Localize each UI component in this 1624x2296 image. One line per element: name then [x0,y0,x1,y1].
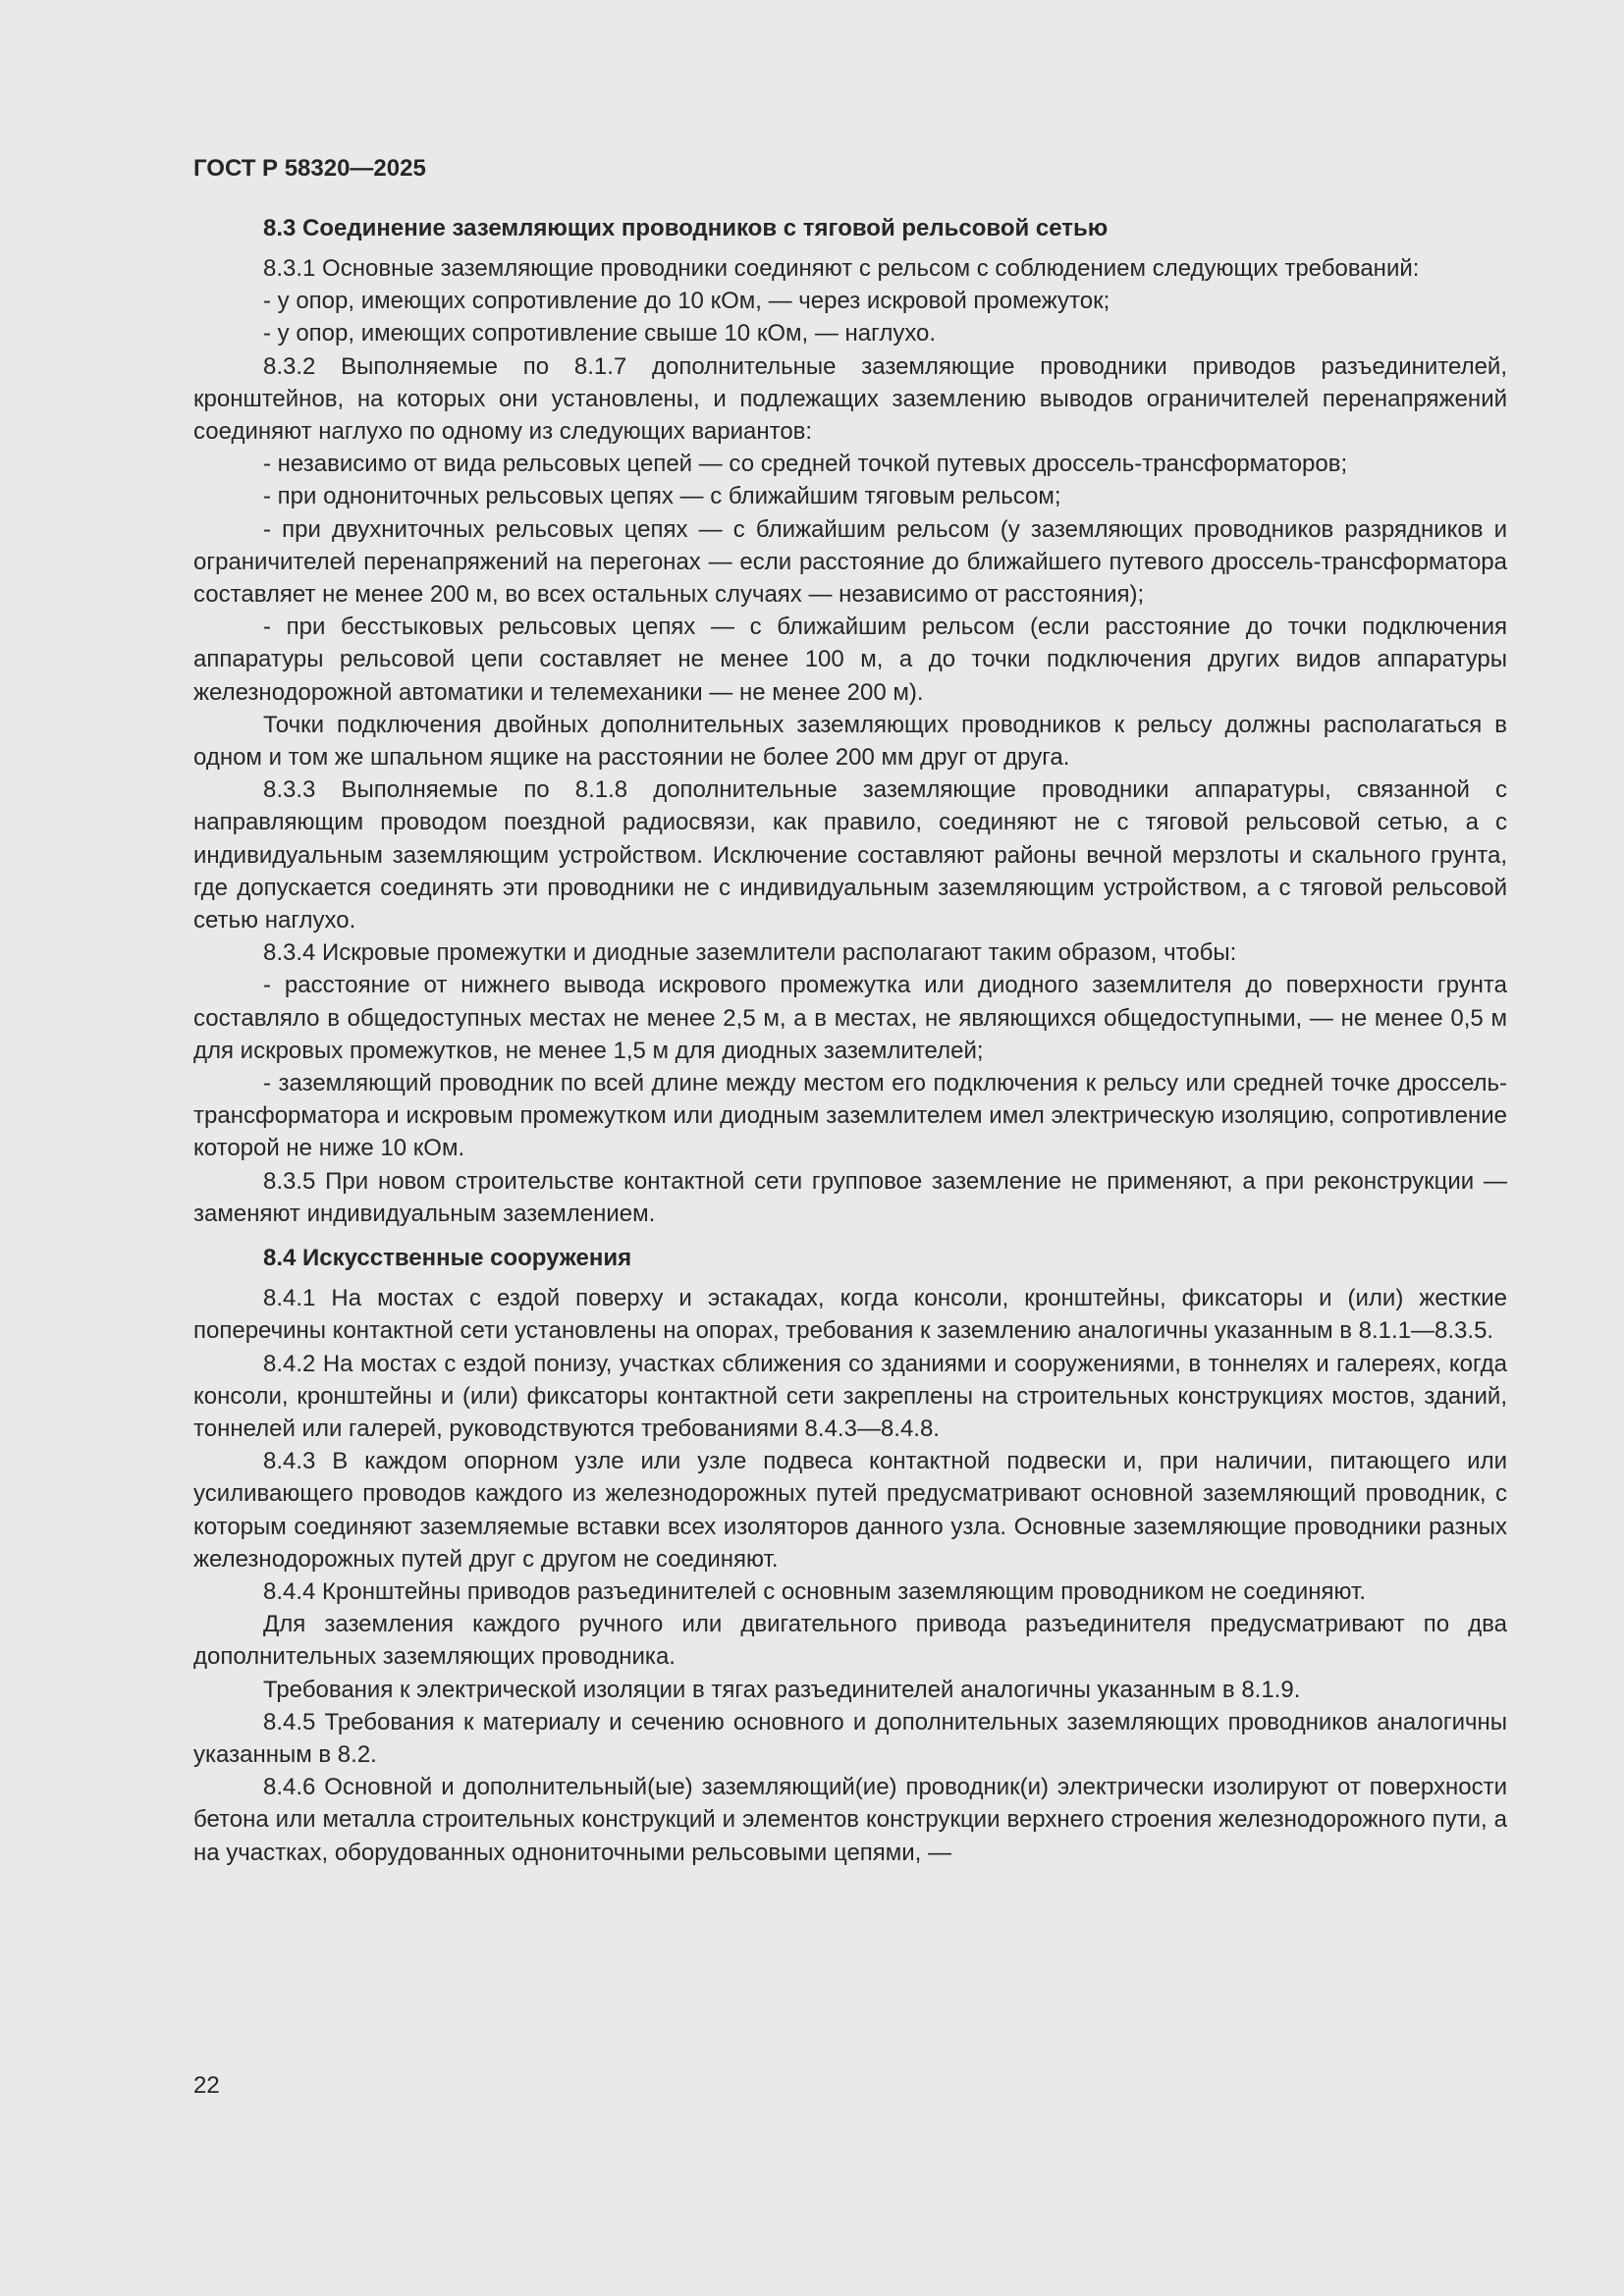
paragraph: 8.3.2 Выполняемые по 8.1.7 дополнительные заземляющие проводники приводов разъединителей, кронштейнов, на которых они установлены, и подлежащих заземлению выводов ограничителей перенапряжений соединяют наглухо по одному из следующих вариантов: [193,352,1507,446]
paragraph: - при бесстыковых рельсовых цепях — с ближайшим рельсом (если расстояние до точки подключения аппаратуры рельсовой цепи составляет не менее 100 м, а до точки подключения других видов аппаратуры железнодорожной автоматики и телемеханики — не менее 200 м). [193,614,1507,706]
paragraph: Для заземления каждого ручного или двигательного привода разъединителя предусматривают по два дополнительных заземляющих проводника. [193,1611,1507,1671]
paragraph: - заземляющий проводник по всей длине между местом его подключения к рельсу или средней точке дроссель-трансформатора и искровым промежутком или диодным заземлителем имел электрическую изоляцию, сопротивление которой не ниже 10 кОм. [193,1070,1507,1162]
paragraph: 8.3.1 Основные заземляющие проводники соединяют с рельсом с соблюдением следующих требований: [263,255,1420,282]
section-8-4 [193,1242,1507,1869]
paragraph: 8.4.2 На мостах с ездой понизу, участках сближения со зданиями и сооружениями, в тоннелях и галереях, когда консоли, кронштейны и (или) фиксаторы контактной сети закреплены на строительных конструкциях мостов, зданий, тоннелей или галерей, руководствуются требованиями 8.4.3—8.4.8. [193,1350,1507,1442]
paragraph: 8.4.4 Кронштейны приводов разъединителей с основным заземляющим проводником не соединяют. [263,1577,1366,1605]
paragraph: 8.3.4 Искровые промежутки и диодные заземлители располагают таким образом, чтобы: [263,939,1237,967]
section-title: 8.3 Соединение заземляющих проводников с тяговой рельсовой сетью [263,215,1109,241]
paragraph: Точки подключения двойных дополнительных заземляющих проводников к рельсу должны располагаться в одном и том же шпальном ящике на расстоянии не более 200 мм друг от друга. [193,711,1507,772]
document-code: ГОСТ Р 58320—2025 [193,155,426,182]
paragraph: - расстояние от нижнего вывода искрового промежутка или диодного заземлителя до поверхности грунта составляло в общедоступных местах не менее 2,5 м, а в местах, не являющихся общедоступными, — не менее 0,5 м для искровых промежутков, не менее 1,5 м для диодных заземлителей; [193,972,1507,1064]
paragraph: - у опор, имеющих сопротивление до 10 кОм, — через искровой промежуток; [263,288,1110,315]
page-number: 22 [193,2072,220,2099]
document-page [193,147,1507,1869]
paragraph: - у опор, имеющих сопротивление свыше 10 кОм, — наглухо. [263,320,937,347]
paragraph: 8.4.1 На мостах с ездой поверху и эстакадах, когда консоли, кронштейны, фиксаторы и (или) жесткие поперечины контактной сети установлены на опорах, требования к заземлению аналогичны указанным в 8.1.1—8.3.5. [193,1285,1507,1345]
section-8-3 [193,212,1507,1230]
paragraph: 8.3.3 Выполняемые по 8.1.8 дополнительные заземляющие проводники аппаратуры, связанной с направляющим проводом поездной радиосвязи, как правило, соединяют не с тяговой рельсовой сетью, а с индивидуальным заземляющим устройством. Исключение составляют районы вечной мерзлоты и скального грунта, где допускается соединять эти проводники не с индивидуальным заземляющим устройством, а с тяговой рельсовой сетью наглухо. [193,776,1507,934]
paragraph: - независимо от вида рельсовых цепей — со средней точкой путевых дроссель-трансформаторов; [263,451,1348,478]
paragraph: 8.4.3 В каждом опорном узле или узле подвеса контактной подвески и, при наличии, питающего или усиливающего проводов каждого из железнодорожных путей предусматривают основной заземляющий проводник, с которым соединяют заземляемые вставки всех изоляторов данного узла. Основные заземляющие проводники разных железнодорожных путей друг с другом не соединяют. [193,1448,1507,1573]
paragraph: - при однониточных рельсовых цепях — с ближайшим тяговым рельсом; [263,483,1061,510]
section-title: 8.4 Искусственные сооружения [263,1245,632,1272]
paragraph: 8.4.6 Основной и дополнительный(ые) заземляющий(ие) проводник(и) электрически изолируют от поверхности бетона или металла строительных конструкций и элементов конструкции верхнего строения железнодорожного пути, а на участках, оборудованных однониточными рельсовыми цепями, — [193,1774,1507,1866]
paragraph: 8.4.5 Требования к материалу и сечению основного и дополнительных заземляющих проводников аналогичны указанным в 8.2. [193,1708,1507,1768]
paragraph: - при двухниточных рельсовых цепях — с ближайшим рельсом (у заземляющих проводников разрядников и ограничителей перенапряжений на перегонах — если расстояние до ближайшего путевого дроссель-трансформатора составляет не менее 200 м, во всех остальных случаях — независимо от расстояния); [193,515,1507,609]
paragraph: Требования к электрической изоляции в тягах разъединителей аналогичны указанным в 8.1.9. [263,1676,1301,1703]
paragraph: 8.3.5 При новом строительстве контактной сети групповое заземление не применяют, а при реконструкции — заменяют индивидуальным заземлением. [193,1167,1507,1227]
